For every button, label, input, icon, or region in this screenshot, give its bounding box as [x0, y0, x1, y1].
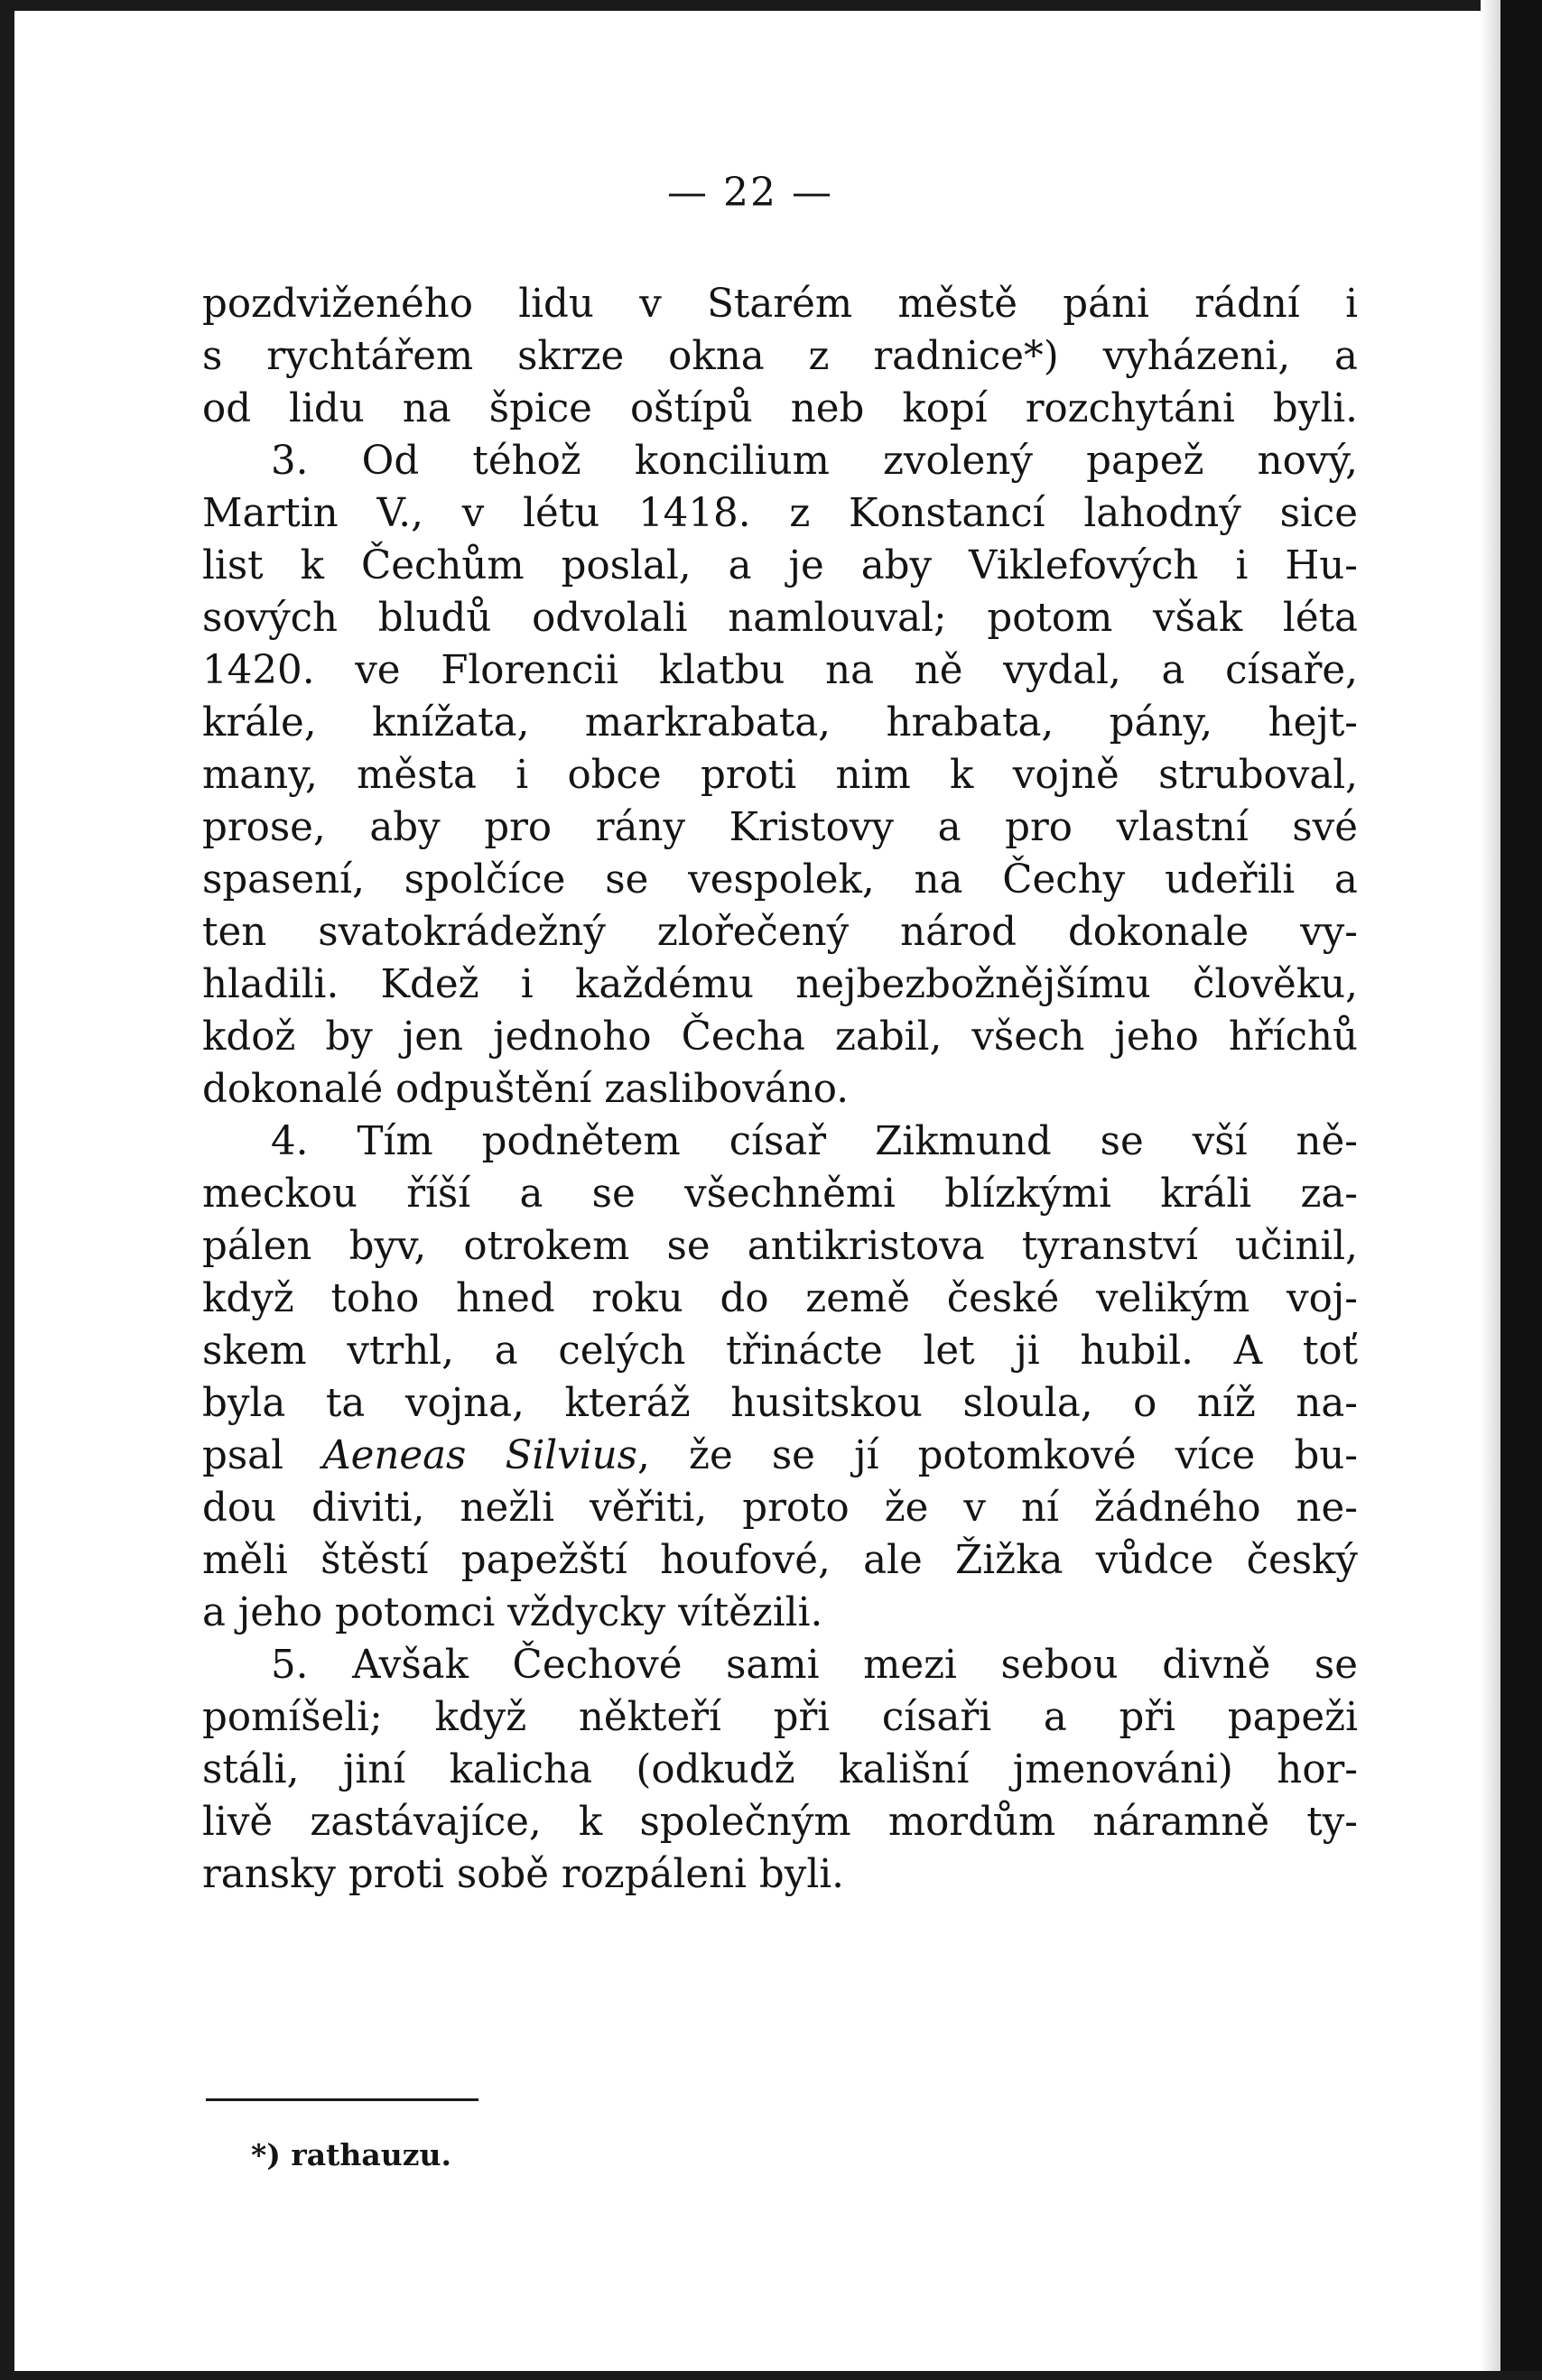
scan-border-left: [0, 0, 14, 2380]
text-line: sových bludů odvolali namlouval; potom však léta: [202, 596, 1358, 641]
text-line: 4. Tím podnětem císař Zikmund se vší ně-: [271, 1119, 1358, 1164]
footnote: *) rathauzu.: [251, 2137, 451, 2172]
text-line: pálen byv, otrokem se antikristova tyranství učinil,: [202, 1224, 1358, 1269]
text-line: list k Čechům poslal, a je aby Viklefových i Hu-: [202, 543, 1358, 588]
text-line: ransky proti sobě rozpáleni byli.: [202, 1852, 844, 1897]
page-edge-shadow: [1481, 0, 1500, 2380]
text-line: pomíšeli; když někteří při císaři a při papeži: [202, 1695, 1358, 1740]
text-line: psal Aeneas Silvius, že se jí potomkové více bu-: [202, 1433, 1359, 1478]
scan-border-top: [0, 0, 1542, 11]
text-line: kdož by jen jednoho Čecha zabil, všech jeho hříchů: [202, 1014, 1358, 1060]
text-line: a jeho potomci vždycky vítězili.: [202, 1590, 823, 1635]
text-line: dou diviti, nežli věřiti, proto že v ní žádného ne-: [202, 1486, 1358, 1531]
text-line: 3. Od téhož koncilium zvolený papež nový,: [271, 439, 1358, 484]
text-line: skem vtrhl, a celých třinácte let ji hubil. A toť: [202, 1329, 1358, 1374]
text-line: spasení, spolčíce se vespolek, na Čechy udeřili a: [202, 857, 1358, 903]
text-line: 1420. ve Florencii klatbu na ně vydal, a císaře,: [202, 648, 1358, 693]
page-number: — 22 —: [667, 170, 833, 216]
text-line: livě zastávajíce, k společným mordům náramně ty-: [202, 1800, 1358, 1845]
text-line: pozdviženého lidu v Starém městě páni rádní i: [202, 282, 1358, 327]
italic-name: Aeneas Silvius: [322, 1433, 638, 1478]
text-line: byla ta vojna, kteráž husitskou sloula, o níž na-: [202, 1381, 1358, 1426]
text-line: s rychtářem skrze okna z radnice*) vyházeni, a: [202, 334, 1358, 379]
scan-border-bottom: [0, 2371, 1542, 2380]
text-line: hladili. Kdež i každému nejbezbožnějšímu člověku,: [202, 962, 1358, 1007]
text-line: prose, aby pro rány Kristovy a pro vlastní své: [202, 805, 1358, 850]
text-line: many, města i obce proti nim k vojně struboval,: [202, 753, 1358, 798]
body-text: [202, 278, 1358, 1901]
text-line: krále, knížata, markrabata, hrabata, pány, hejt-: [202, 700, 1358, 745]
text-line: Martin V., v létu 1418. z Konstancí lahodný sice: [202, 491, 1358, 536]
text-line: od lidu na špice oštípů neb kopí rozchytáni byli.: [202, 386, 1358, 431]
text-line: 5. Avšak Čechové sami mezi sebou divně se: [271, 1643, 1358, 1688]
text-line: meckou říší a se všechněmi blízkými králi za-: [202, 1171, 1358, 1217]
footnote-divider: [206, 2098, 478, 2101]
scan-border-right: [1500, 0, 1542, 2380]
text-line: měli štěstí papežští houfové, ale Žižka vůdce český: [202, 1538, 1358, 1583]
text-line: stáli, jiní kalicha (odkudž kališní jmenováni) hor-: [202, 1747, 1358, 1792]
text-line: když toho hned roku do země české velikým voj-: [202, 1276, 1358, 1321]
text-line: ten svatokrádežný zlořečený národ dokonale vy-: [202, 910, 1358, 955]
text-line: dokonalé odpuštění zaslibováno.: [202, 1067, 850, 1112]
